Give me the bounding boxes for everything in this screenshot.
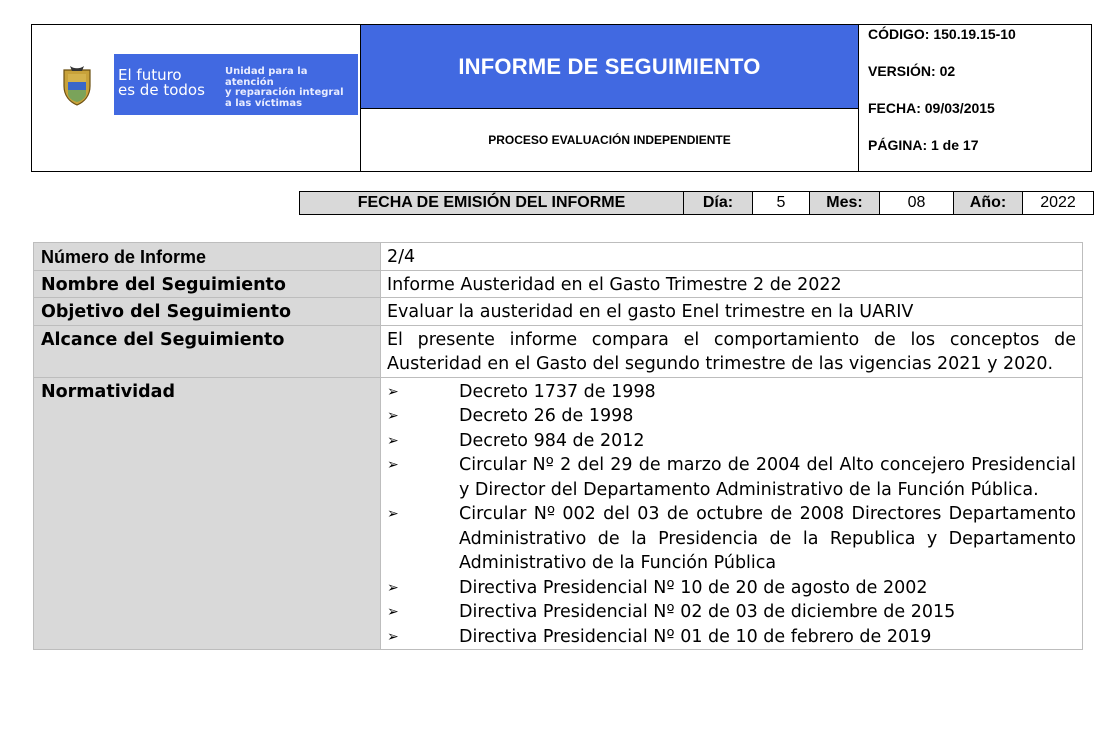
list-item — [387, 404, 1076, 429]
tracking-scope-label: Alcance del Seguimiento — [34, 326, 381, 377]
document-meta — [860, 25, 1092, 171]
list-item — [387, 576, 1076, 601]
list-item — [387, 429, 1076, 454]
doc-version: VERSIÓN: 02 — [868, 63, 956, 79]
year-value: 2022 — [1040, 194, 1076, 211]
regulation-text: Directiva Presidencial Nº 10 de 20 de agosto de 2002 — [459, 577, 928, 598]
arrow-bullet-icon: ➢ — [387, 432, 399, 449]
regulation-text: Directiva Presidencial Nº 01 de 10 de febrero de 2019 — [459, 626, 932, 647]
process-cell — [361, 109, 859, 171]
table-row — [34, 243, 1082, 270]
tracking-name: Informe Austeridad en el Gasto Trimestre 2 de 2022 — [387, 274, 842, 295]
doc-page: PÁGINA: 1 de 17 — [868, 137, 979, 153]
regulations-label: Normatividad — [34, 378, 381, 650]
list-item — [387, 502, 1076, 576]
regulations-cell — [381, 378, 1082, 650]
arrow-bullet-icon: ➢ — [387, 506, 399, 522]
arrow-bullet-icon: ➢ — [387, 579, 399, 596]
arrow-bullet-icon: ➢ — [387, 628, 399, 645]
report-title-cell — [361, 25, 859, 109]
institution-logo — [42, 54, 358, 115]
table-row — [34, 297, 1082, 325]
report-info-table — [33, 242, 1083, 650]
arrow-bullet-icon: ➢ — [387, 408, 399, 424]
list-item — [387, 453, 1076, 502]
regulation-text: Directiva Presidencial Nº 02 de 03 de diciembre de 2015 — [459, 602, 956, 622]
list-item — [387, 380, 1076, 405]
logo-cell — [32, 25, 361, 171]
emission-date-row — [299, 191, 1094, 215]
report-number-label: Número de Informe — [34, 243, 381, 270]
regulations-list — [387, 380, 1076, 650]
document-header — [31, 24, 1092, 172]
month-label: Mes: — [810, 192, 880, 214]
tracking-objective: Evaluar la austeridad en el gasto Enel trimestre en la UARIV — [387, 302, 914, 322]
month-value: 08 — [880, 192, 954, 214]
tracking-name-label: Nombre del Seguimiento — [34, 271, 381, 298]
regulation-text: Circular Nº 2 del 29 de marzo de 2004 del Alto concejero Presidencial y Director del Departamento Administrativo de la Función Pública. — [459, 455, 1076, 500]
arrow-bullet-icon: ➢ — [387, 604, 399, 620]
regulation-text: Decreto 984 de 2012 — [459, 430, 645, 451]
tracking-objective-label: Objetivo del Seguimiento — [34, 298, 381, 325]
doc-date: FECHA: 09/03/2015 — [868, 100, 995, 116]
regulation-text: Decreto 1737 de 1998 — [459, 381, 656, 402]
doc-code: CÓDIGO: 150.19.15-10 — [868, 26, 1016, 42]
report-title: INFORME DE SEGUIMIENTO — [458, 53, 761, 79]
list-item — [387, 600, 1076, 625]
day-label: Día: — [684, 192, 753, 214]
table-row — [34, 270, 1082, 298]
list-item — [387, 625, 1076, 650]
arrow-bullet-icon: ➢ — [387, 383, 399, 400]
table-row — [34, 377, 1082, 650]
report-number: 2/4 — [387, 247, 416, 267]
tracking-scope: El presente informe compara el comportamiento de los conceptos de Austeridad en el Gasto del segundo trimestre de las vigencias 2021 y 2020. — [387, 329, 1076, 374]
regulation-text: Circular Nº 002 del 03 de octubre de 2008 Directores Departamento Administrativo de la Presidencia de la Republica y Departamento Administrativo de la Función Pública — [459, 504, 1076, 573]
regulation-text: Decreto 26 de 1998 — [459, 406, 634, 426]
coat-of-arms-icon — [60, 64, 94, 106]
arrow-bullet-icon: ➢ — [387, 457, 399, 473]
logo-unit-name: Unidad para la atención y reparación integral a las víctimas — [225, 66, 344, 109]
table-row — [34, 325, 1082, 377]
logo-slogan: El futuro es de todos — [118, 66, 205, 99]
year-label: Año: — [954, 192, 1023, 214]
emission-label: FECHA DE EMISIÓN DEL INFORME — [300, 192, 684, 214]
day-value: 5 — [753, 192, 810, 214]
process-name: PROCESO EVALUACIÓN INDEPENDIENTE — [488, 133, 731, 147]
